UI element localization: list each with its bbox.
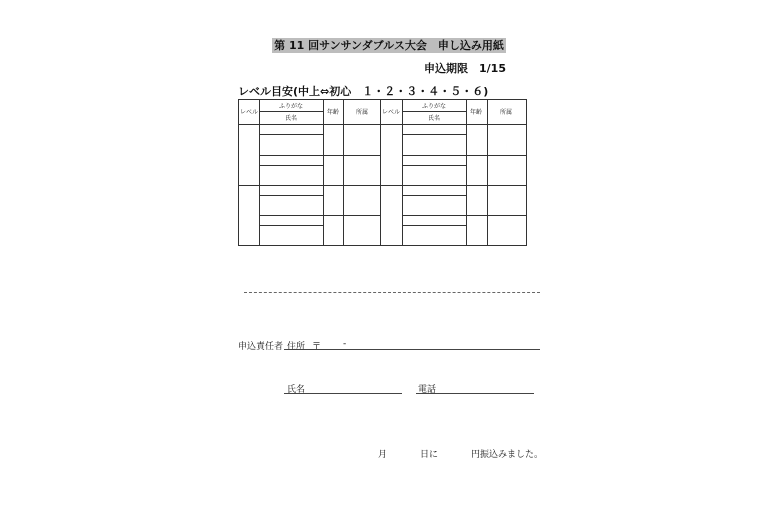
form-title: 第 11 回サンサンダブルス大会 申し込み用紙 (272, 38, 506, 53)
name-label: 氏名 (287, 385, 306, 395)
col-level-left: レベル (239, 109, 259, 116)
col-name-right: 氏名 (427, 115, 441, 122)
address-label: 住所 (287, 342, 306, 352)
responsible-label: 申込責任者 (238, 342, 284, 352)
col-name-left: 氏名 (284, 115, 298, 122)
payment-text: 円振込みました。 (471, 450, 544, 460)
name-field[interactable] (284, 393, 402, 394)
col-affiliation-right: 所属 (499, 109, 513, 116)
phone-label: 電話 (418, 385, 437, 395)
deadline-label: 申込期限 1/15 (424, 62, 506, 75)
address-field[interactable] (284, 349, 540, 350)
payment-month: 月 (378, 450, 388, 460)
col-level-right: レベル (381, 109, 401, 116)
entry-table (238, 99, 528, 247)
col-age-left: 年齢 (326, 109, 340, 116)
col-age-right: 年齢 (469, 109, 483, 116)
col-furigana-right: ふりがな (421, 103, 447, 110)
level-guide: レベル目安(中上⇔初心 １・２・３・４・５・６) (238, 85, 489, 98)
postal-dash: - (343, 339, 347, 349)
postal-mark: 〒 (312, 342, 322, 352)
phone-field[interactable] (416, 393, 534, 394)
payment-day: 日に (420, 450, 439, 460)
col-affiliation-left: 所属 (355, 109, 369, 116)
cut-line (244, 292, 540, 293)
col-furigana-left: ふりがな (278, 103, 304, 110)
